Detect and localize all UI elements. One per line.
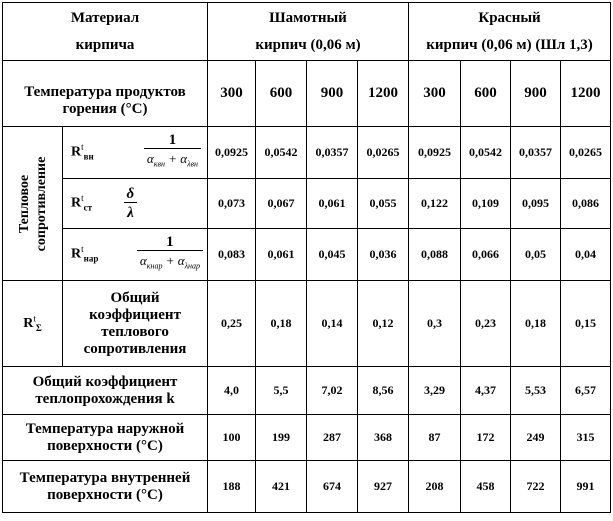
- value-cell: 0,12: [358, 281, 409, 367]
- value-cell: 4,0: [208, 367, 256, 415]
- total-resistance-symbol: $R^t_\Sigma$: [3, 281, 63, 367]
- value-cell: 0,073: [208, 179, 256, 229]
- value-cell: 0,25: [208, 281, 256, 367]
- thermal-resistance-group-label: Тепловое сопротивление: [3, 127, 63, 281]
- resistance-symbol: $R^t_{нар}$: [71, 244, 99, 264]
- temp-header: 300: [208, 61, 256, 127]
- value-cell: 0,0542: [256, 127, 307, 179]
- value-cell: 0,0265: [561, 127, 611, 179]
- resistance-inner-formula: [63, 127, 208, 179]
- value-cell: 7,02: [307, 367, 358, 415]
- value-cell: 368: [358, 415, 409, 461]
- value-cell: 8,56: [358, 367, 409, 415]
- group-header-red-brick: Красный кирпич (0,06 м) (Шл 1,3): [409, 3, 611, 61]
- value-cell: 0,18: [256, 281, 307, 367]
- value-cell: 0,066: [461, 229, 511, 281]
- heat-transfer-label: Общий коэффициент теплопрохождения k: [3, 367, 208, 415]
- value-cell: 0,109: [461, 179, 511, 229]
- value-cell: 0,0357: [307, 127, 358, 179]
- formula-fraction: $\frac{\delta}{\lambda}$: [124, 186, 137, 222]
- group-header-fireclay: Шамотный кирпич (0,06 м): [208, 3, 409, 61]
- value-cell: 188: [208, 461, 256, 513]
- value-cell: 0,04: [561, 229, 611, 281]
- value-cell: 0,061: [307, 179, 358, 229]
- value-cell: 0,23: [461, 281, 511, 367]
- resistance-symbol: $R^t_{вн}$: [71, 142, 94, 162]
- formula-fraction: $\frac{1}{\alpha_{\kappa нар} + \alpha_{\lambda нар}}$: [137, 234, 203, 276]
- total-resistance-label: Общий коэффициент теплового сопротивления: [63, 281, 208, 367]
- value-cell: 3,29: [409, 367, 461, 415]
- value-cell: 0,0357: [511, 127, 561, 179]
- value-cell: 0,3: [409, 281, 461, 367]
- temp-header: 1200: [561, 61, 611, 127]
- value-cell: 991: [561, 461, 611, 513]
- resistance-symbol: $R^t_{ст}$: [71, 193, 93, 213]
- value-cell: 674: [307, 461, 358, 513]
- value-cell: 722: [511, 461, 561, 513]
- value-cell: 249: [511, 415, 561, 461]
- value-cell: 5,53: [511, 367, 561, 415]
- heat-resistance-table: [2, 2, 611, 513]
- value-cell: 0,18: [511, 281, 561, 367]
- temp-header: 600: [256, 61, 307, 127]
- value-cell: 0,15: [561, 281, 611, 367]
- temp-header: 900: [307, 61, 358, 127]
- value-cell: 0,05: [511, 229, 561, 281]
- temp-header: 300: [409, 61, 461, 127]
- temp-header: 1200: [358, 61, 409, 127]
- value-cell: 0,122: [409, 179, 461, 229]
- value-cell: 0,045: [307, 229, 358, 281]
- value-cell: 5,5: [256, 367, 307, 415]
- outer-surface-temp-label: Температура наружной поверхности (°С): [3, 415, 208, 461]
- resistance-wall-formula: [63, 179, 208, 229]
- value-cell: 421: [256, 461, 307, 513]
- value-cell: 0,0925: [208, 127, 256, 179]
- value-cell: 0,055: [358, 179, 409, 229]
- value-cell: 0,067: [256, 179, 307, 229]
- value-cell: 0,0265: [358, 127, 409, 179]
- value-cell: 0,095: [511, 179, 561, 229]
- value-cell: 4,37: [461, 367, 511, 415]
- value-cell: 0,086: [561, 179, 611, 229]
- value-cell: 199: [256, 415, 307, 461]
- temp-header: 600: [461, 61, 511, 127]
- value-cell: 0,14: [307, 281, 358, 367]
- value-cell: 100: [208, 415, 256, 461]
- value-cell: 208: [409, 461, 461, 513]
- inner-surface-temp-label: Температура внутренней поверхности (°С): [3, 461, 208, 513]
- combustion-temp-label: Температура продуктов горения (°С): [3, 61, 208, 127]
- value-cell: 458: [461, 461, 511, 513]
- value-cell: 0,083: [208, 229, 256, 281]
- value-cell: 87: [409, 415, 461, 461]
- value-cell: 315: [561, 415, 611, 461]
- value-cell: 0,061: [256, 229, 307, 281]
- temp-header: 900: [511, 61, 561, 127]
- material-header: Материал кирпича: [3, 3, 208, 61]
- value-cell: 0,088: [409, 229, 461, 281]
- value-cell: 0,0925: [409, 127, 461, 179]
- value-cell: 0,036: [358, 229, 409, 281]
- value-cell: 172: [461, 415, 511, 461]
- value-cell: 6,57: [561, 367, 611, 415]
- resistance-outer-formula: [63, 229, 208, 281]
- formula-fraction: $\frac{1}{\alpha_{\kappa вн} + \alpha_{\lambda вн}}$: [144, 132, 201, 174]
- value-cell: 0,0542: [461, 127, 511, 179]
- value-cell: 927: [358, 461, 409, 513]
- value-cell: 287: [307, 415, 358, 461]
